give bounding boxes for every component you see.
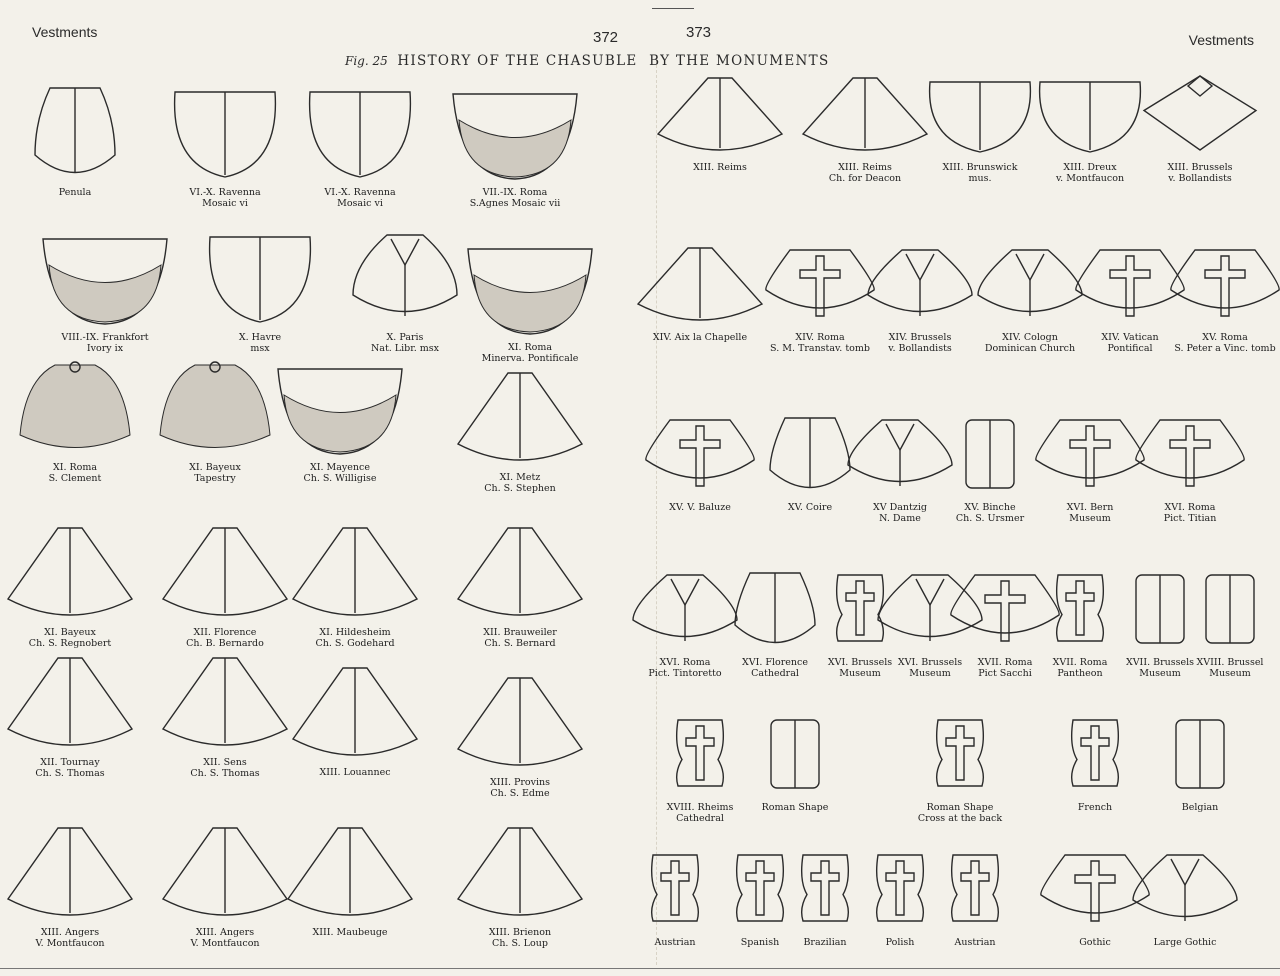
figure-caption-text: XI. Metz Ch. S. Stephen (484, 472, 556, 494)
figure-caption-text: XV Dantzig N. Dame (873, 502, 927, 524)
figure-caption-text: VI.-X. Ravenna Mosaic vi (189, 187, 261, 209)
figure-caption-text: XV. Roma S. Peter a Vinc. tomb (1174, 332, 1276, 354)
right-figure-6 (630, 240, 770, 344)
chasuble-drawing-cross (1120, 410, 1260, 500)
figure-label: Fig. 25 (345, 54, 388, 68)
figure-caption-text: X. Havre msx (238, 332, 282, 354)
figure-caption-text: VI.-X. Ravenna Mosaic vi (324, 187, 396, 209)
chasuble-drawing-wide (445, 80, 585, 185)
chasuble-drawing-wide (460, 235, 600, 340)
left-figure-19 (285, 660, 425, 779)
figure-caption-text: XVII. Roma Pict Sacchi (977, 657, 1033, 679)
left-figure-11 (270, 355, 410, 484)
figure-caption-text: Spanish (740, 937, 780, 948)
chasuble-drawing-cone (280, 820, 420, 925)
chasuble-drawing-fiddle (890, 710, 1030, 800)
chasuble-drawing-rect (725, 710, 865, 800)
figure-caption-text: VII.-IX. Roma S.Agnes Mosaic vii (469, 187, 561, 209)
figure-title-continued: BY THE MONUMENTS (649, 53, 830, 69)
left-figure-8 (460, 235, 600, 364)
left-figure-4 (445, 80, 585, 209)
figure-caption-text: XIII. Reims (693, 162, 747, 173)
chasuble-drawing-cone (285, 660, 425, 765)
figure-caption-text: X. Paris Nat. Libr. msx (370, 332, 440, 354)
left-figure-13 (0, 520, 140, 649)
chasuble-drawing-bell (155, 80, 295, 185)
figure-caption-text: Roman Shape (761, 802, 829, 813)
chasuble-drawing-cone (0, 820, 140, 925)
figure-caption-text: XIV. Brussels v. Bollandists (888, 332, 952, 354)
page-number-left: 372 (593, 29, 619, 46)
figure-caption-text: XIV. Aix la Chapelle (652, 332, 748, 343)
chasuble-drawing-cone (0, 650, 140, 755)
chasuble-drawing-pointed (1115, 845, 1255, 935)
figure-caption-text: XVI. Brussels Museum (897, 657, 963, 679)
right-figure-25 (1160, 565, 1280, 679)
left-figure-12 (450, 365, 590, 494)
figure-caption-text: Polish (885, 937, 915, 948)
chasuble-drawing-diamond (1130, 70, 1270, 160)
figure-caption-text: Large Gothic (1153, 937, 1217, 948)
figure-caption-text: XIII. Brussels v. Bollandists (1167, 162, 1233, 184)
left-figure-14 (155, 520, 295, 649)
figure-caption-text: French (1077, 802, 1113, 813)
left-figure-1 (5, 80, 145, 199)
left-figure-10 (145, 355, 285, 484)
left-figure-9 (5, 355, 145, 484)
figure-caption-text: XIII. Angers V. Montfaucon (190, 927, 260, 949)
figure-caption-text: Belgian (1181, 802, 1219, 813)
chasuble-drawing-fiddle (905, 845, 1045, 935)
chasuble-drawing-bell (290, 80, 430, 185)
left-figure-22 (155, 820, 295, 949)
figure-caption-text: XI. Roma S. Clement (48, 462, 102, 484)
left-figure-7 (335, 225, 475, 354)
figure-caption-text: XI. Hildesheim Ch. S. Godehard (315, 627, 395, 649)
figure-caption-text: XII. Brauweiler Ch. S. Bernard (483, 627, 557, 649)
left-figure-18 (155, 650, 295, 779)
chasuble-drawing-cone (650, 70, 790, 160)
figure-caption-text: XIII. Angers V. Montfaucon (35, 927, 105, 949)
chasuble-drawing-cone (0, 520, 140, 625)
left-figure-15 (285, 520, 425, 649)
chasuble-drawing-wide (270, 355, 410, 460)
figure-caption-text: XVII. Brussels Museum (1125, 657, 1195, 679)
left-figure-21 (0, 820, 140, 949)
right-figure-28 (890, 710, 1030, 824)
left-figure-6 (190, 225, 330, 354)
chasuble-drawing-pointed (335, 225, 475, 330)
figure-caption-text: XIII. Brienon Ch. S. Loup (488, 927, 552, 949)
chasuble-drawing-cone (155, 650, 295, 755)
right-figure-11 (1155, 240, 1280, 354)
right-figure-30 (1130, 710, 1270, 814)
figure-caption-text: XVII. Roma Pantheon (1052, 657, 1108, 679)
figure-caption-text: XI. Mayence Ch. S. Willigise (303, 462, 377, 484)
figure-caption-text: VIII.-IX. Frankfort Ivory ix (61, 332, 149, 354)
chasuble-drawing-cope (5, 355, 145, 460)
figure-caption-text: XVIII. Brussel Museum (1196, 657, 1264, 679)
figure-caption-text: XV. V. Baluze (669, 502, 731, 513)
figure-caption-text: XIII. Brunswick mus. (942, 162, 1018, 184)
left-figure-3 (290, 80, 430, 209)
figure-caption-text: XVI. Bern Museum (1066, 502, 1114, 524)
right-figure-27 (725, 710, 865, 814)
running-head-left: Vestments (32, 24, 98, 40)
chasuble-drawing-tall (5, 80, 145, 185)
figure-caption-text: XIII. Dreux v. Montfaucon (1055, 162, 1125, 184)
left-figure-20 (450, 670, 590, 799)
figure-caption-text: XVI. Roma Pict. Tintoretto (648, 657, 722, 679)
chasuble-drawing-cone (155, 520, 295, 625)
chasuble-drawing-cross (1155, 240, 1280, 330)
figure-caption-text: XIV. Vatican Pontifical (1101, 332, 1159, 354)
figure-caption (345, 53, 830, 69)
right-figure-17 (1120, 410, 1260, 524)
figure-caption-text: Penula (58, 187, 92, 198)
left-figure-16 (450, 520, 590, 649)
figure-caption-text: Gothic (1079, 937, 1111, 948)
bottom-rule (0, 968, 1280, 969)
top-rule (652, 8, 694, 9)
left-figure-17 (0, 650, 140, 779)
left-figure-24 (450, 820, 590, 949)
figure-caption-text: XV. Binche Ch. S. Ursmer (955, 502, 1025, 524)
chasuble-drawing-cone (630, 240, 770, 330)
page-number-right: 373 (686, 24, 712, 41)
figure-caption-text: XIV. Roma S. M. Transtav. tomb (770, 332, 870, 354)
figure-caption-text: XVI. Florence Cathedral (742, 657, 808, 679)
figure-caption-text: Austrian (654, 937, 696, 948)
left-figure-5 (35, 225, 175, 354)
figure-caption-text: XVI. Roma Pict. Titian (1163, 502, 1217, 524)
chasuble-drawing-bell (190, 225, 330, 330)
figure-caption-text: XII. Sens Ch. S. Thomas (190, 757, 260, 779)
chasuble-drawing-cone (450, 670, 590, 775)
figure-caption-text: XIII. Maubeuge (312, 927, 388, 938)
chasuble-drawing-cone (155, 820, 295, 925)
figure-caption-text: XI. Roma Minerva. Pontificale (481, 342, 579, 364)
chasuble-drawing-cone (450, 520, 590, 625)
right-figure-5 (1130, 70, 1270, 184)
figure-caption-text: XIV. Cologn Dominican Church (984, 332, 1076, 354)
chasuble-drawing-cope (145, 355, 285, 460)
figure-caption-text: Brazilian (803, 937, 847, 948)
chasuble-drawing-rect (1130, 710, 1270, 800)
right-figure-1 (650, 70, 790, 174)
figure-caption-text: Austrian (954, 937, 996, 948)
figure-caption-text: Roman Shape Cross at the back (917, 802, 1003, 824)
figure-caption-text: XI. Bayeux Ch. S. Regnobert (28, 627, 112, 649)
left-figure-23 (280, 820, 420, 939)
figure-caption-text: XI. Bayeux Tapestry (189, 462, 241, 484)
right-figure-37 (1115, 845, 1255, 949)
figure-caption-text: XII. Florence Ch. B. Bernardo (186, 627, 264, 649)
chasuble-drawing-rect (1160, 565, 1280, 655)
figure-caption-text: XII. Tournay Ch. S. Thomas (35, 757, 105, 779)
figure-caption-text: XVI. Brussels Museum (827, 657, 893, 679)
figure-caption-text: XIII. Louannec (319, 767, 391, 778)
figure-caption-text: XIII. Reims Ch. for Deacon (828, 162, 902, 184)
chasuble-drawing-cone (285, 520, 425, 625)
left-figure-2 (155, 80, 295, 209)
figure-caption-text: XV. Coire (787, 502, 833, 513)
chasuble-drawing-cone (450, 820, 590, 925)
figure-caption-text: XIII. Provins Ch. S. Edme (489, 777, 551, 799)
figure-caption-text: XVIII. Rheims Cathedral (666, 802, 734, 824)
running-head-right: Vestments (1188, 32, 1254, 48)
right-figure-35 (905, 845, 1045, 949)
figure-title: HISTORY OF THE CHASUBLE (397, 53, 638, 69)
chasuble-drawing-cone (450, 365, 590, 470)
chasuble-drawing-wide (35, 225, 175, 330)
